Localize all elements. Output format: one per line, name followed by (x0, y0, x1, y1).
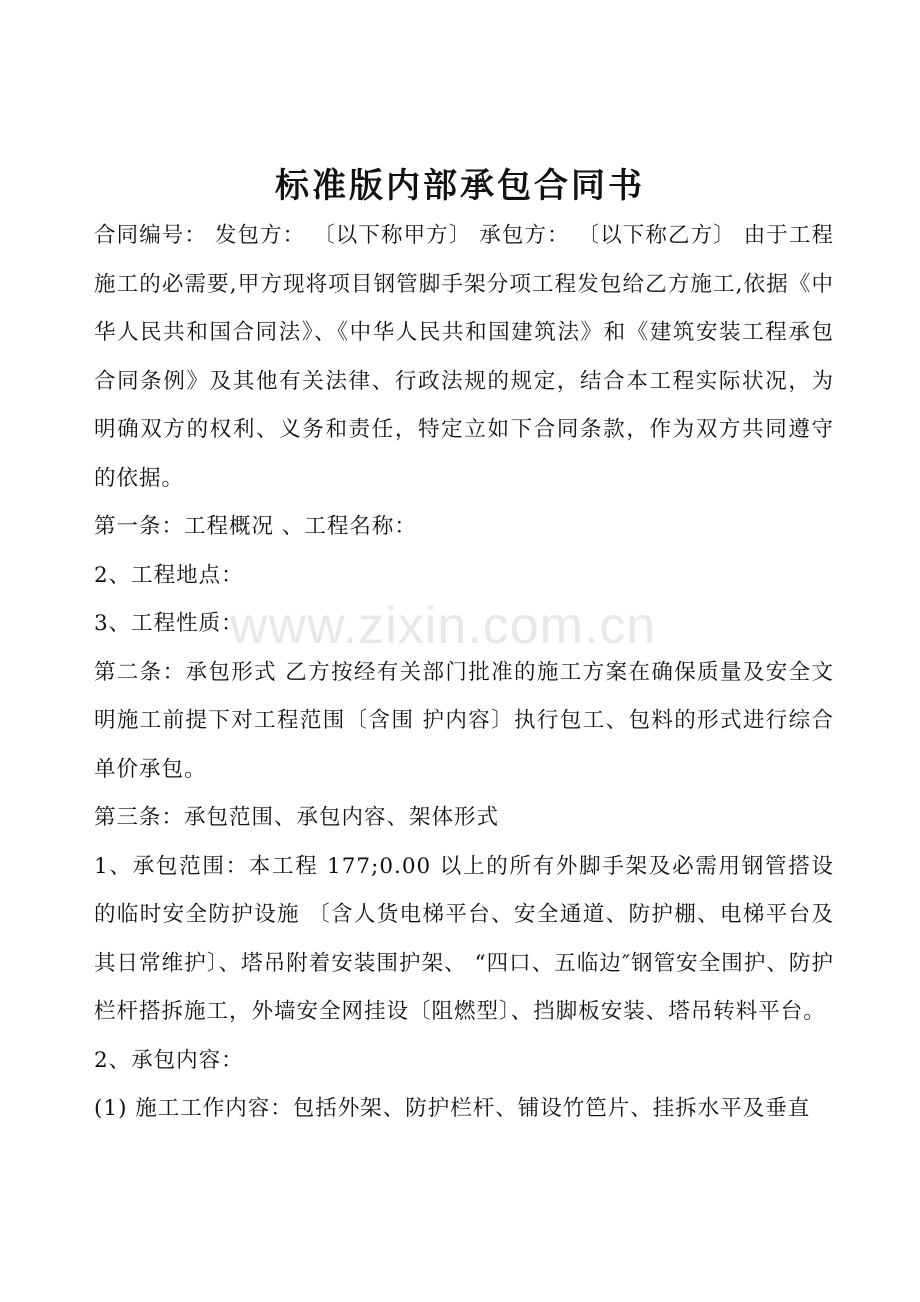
paragraph-article-3: 第三条：承包范围、承包内容、架体形式 (94, 805, 500, 830)
paragraph-project-nature: 3、工程性质： (94, 611, 244, 636)
paragraph-article-1: 第一条：工程概况 、工程名称： (94, 514, 417, 539)
paragraph-intro: 合同编号： 发包方： 〔以下称甲方〕 承包方： 〔以下称乙方〕 由于工程施工的必需要,甲方现将项目钢管脚手架分项工程发包给乙方施工,依据《中华人民共和国合同法》、《中华人民共和国建筑法》和《建筑安装工程承包合同条例》及其他有关法律、行政法规的规定，结合本工程实际状况，为明确双方的权利、义务和责任，特定立如下合同条款，作为双方共同遵守的依据。 (94, 223, 834, 491)
document-title: 标准版内部承包合同书 (275, 166, 645, 206)
watermark: www.zixin.com.cn (230, 597, 657, 655)
paragraph-contents: 2、承包内容： (94, 1047, 244, 1073)
document-body (94, 212, 834, 1134)
paragraph-scope: 1、承包范围：本工程 177;0.00 以上的所有外脚手架及必需用钢管搭设的临时安全防护设施 〔含人货电梯平台、安全通道、防护棚、电梯平台及其日常维护〕、塔吊附着安装围护架、 “四口、五临边″钢管安全围护、防护栏杆搭拆施工，外墙安全网挂设〔阻燃型〕、挡脚板安装、塔吊转料平台。 (94, 853, 834, 1024)
paragraph-work-items: (1) 施工工作内容：包括外架、防护栏杆、铺设竹笆片、挂拆水平及垂直 (94, 1096, 811, 1121)
paragraph-article-2: 第二条：承包形式 乙方按经有关部门批准的施工方案在确保质量及安全文明施工前提下对工程范围〔含围 护内容〕执行包工、包料的形式进行综合单价承包。 (94, 659, 834, 782)
paragraph-project-location: 2、工程地点： (94, 562, 244, 588)
